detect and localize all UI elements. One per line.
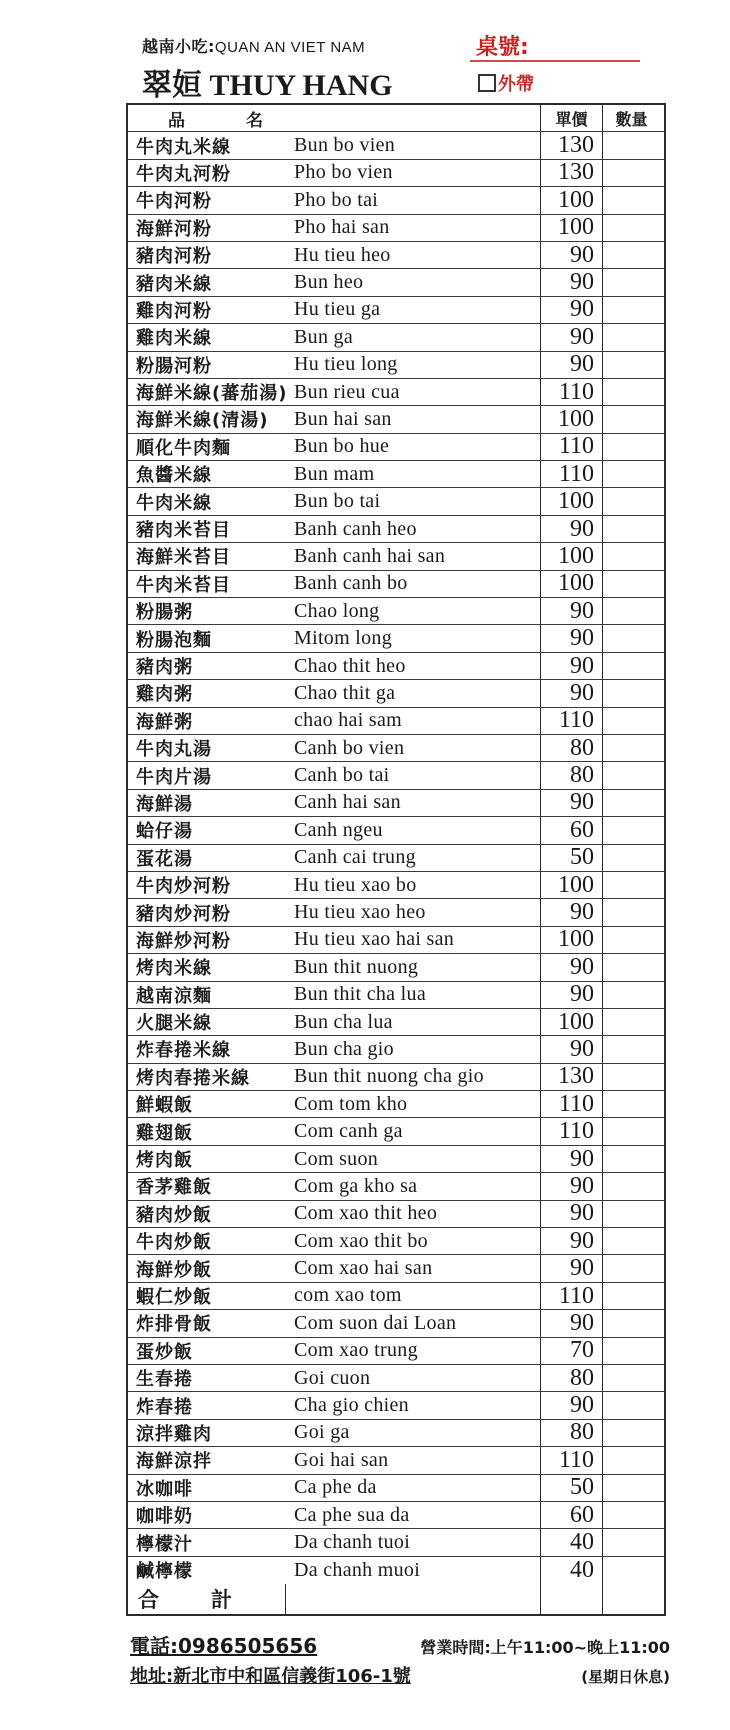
item-name-zh: 越南涼麵 xyxy=(136,985,212,1007)
menu-item-row xyxy=(128,1036,664,1063)
item-name-vn: Banh canh bo xyxy=(294,572,408,595)
item-qty-cell[interactable] xyxy=(602,1036,660,1062)
item-name-zh: 雞肉河粉 xyxy=(136,300,212,322)
item-qty-cell[interactable] xyxy=(602,872,660,898)
item-name-zh: 豬肉米苔目 xyxy=(136,520,231,542)
item-name-zh: 豬肉粥 xyxy=(136,657,193,678)
item-qty-cell[interactable] xyxy=(602,1091,660,1117)
item-price: 110 xyxy=(540,1118,602,1144)
item-name-vn: com xao tom xyxy=(294,1284,402,1307)
item-price: 100 xyxy=(540,872,602,898)
item-qty-cell[interactable] xyxy=(602,352,660,378)
item-qty-cell[interactable] xyxy=(602,488,660,514)
menu-item-row xyxy=(128,297,664,324)
menu-item-row xyxy=(128,461,664,488)
item-name-vn: Chao thit ga xyxy=(294,681,396,704)
item-name-vn: Hu tieu xao hai san xyxy=(294,928,455,951)
item-name-vn: Ca phe da xyxy=(294,1476,377,1499)
item-price: 110 xyxy=(540,461,602,487)
item-name-vn: Com canh ga xyxy=(294,1120,403,1143)
takeout-option[interactable] xyxy=(478,70,534,96)
item-name-zh: 香茅雞飯 xyxy=(136,1177,212,1199)
item-name-zh: 海鮮米苔目 xyxy=(136,547,231,569)
footer-line-2 xyxy=(130,1662,670,1688)
item-name-zh: 豬肉米線 xyxy=(136,273,212,295)
item-qty-cell[interactable] xyxy=(602,434,660,460)
item-name-zh: 生春捲 xyxy=(136,1369,193,1391)
item-price: 100 xyxy=(540,1009,602,1035)
item-qty-cell[interactable] xyxy=(602,1392,660,1418)
item-name-zh: 蛋炒飯 xyxy=(136,1341,193,1363)
item-price: 100 xyxy=(540,406,602,432)
item-name-vn: Goi hai san xyxy=(294,1448,389,1471)
item-name-vn: Bun thit nuong cha gio xyxy=(294,1065,484,1088)
menu-item-row xyxy=(128,1310,664,1337)
item-qty-cell[interactable] xyxy=(602,1146,660,1172)
menu-item-row xyxy=(128,762,664,789)
item-price: 110 xyxy=(540,1447,602,1473)
footer-line-1 xyxy=(130,1630,670,1659)
item-price: 70 xyxy=(540,1338,602,1364)
item-name-vn: Com xao trung xyxy=(294,1339,418,1362)
item-name-zh: 牛肉炒河粉 xyxy=(136,876,231,898)
item-price: 100 xyxy=(540,488,602,514)
item-qty-cell[interactable] xyxy=(602,1009,660,1035)
item-name-zh: 海鮮炒河粉 xyxy=(136,930,231,952)
item-name-zh: 鹹檸檬 xyxy=(136,1561,193,1583)
item-qty-cell[interactable] xyxy=(602,132,660,158)
item-name-zh: 雞肉粥 xyxy=(136,684,193,706)
item-name-zh: 豬肉炒河粉 xyxy=(136,903,231,925)
item-qty-cell[interactable] xyxy=(602,543,660,569)
item-name-zh: 炸春捲 xyxy=(136,1396,193,1418)
total-label: 合計 xyxy=(128,1584,286,1614)
item-qty-cell[interactable] xyxy=(602,1420,660,1446)
menu-item-row xyxy=(128,571,664,598)
brand-zh: 翠姮 xyxy=(142,68,202,103)
item-name-zh: 烤肉飯 xyxy=(136,1150,193,1172)
item-qty-cell[interactable] xyxy=(602,1475,660,1501)
item-price: 80 xyxy=(540,1365,602,1391)
item-price: 90 xyxy=(540,242,602,268)
item-qty-cell[interactable] xyxy=(602,598,660,624)
item-name-vn: Canh ngeu xyxy=(294,818,383,841)
item-qty-cell[interactable] xyxy=(602,160,660,186)
menu-item-row xyxy=(128,1228,664,1255)
item-name-zh: 海鮮米線(清湯) xyxy=(136,410,269,432)
item-price: 60 xyxy=(540,1502,602,1528)
item-name-vn: Canh bo vien xyxy=(294,736,405,759)
table-number-label: 桌號: xyxy=(476,35,529,60)
menu-item-row xyxy=(128,1392,664,1419)
item-name-zh: 烤肉米線 xyxy=(136,958,212,980)
restaurant-name xyxy=(142,60,393,104)
item-name-vn: Hu tieu heo xyxy=(294,243,391,266)
item-price: 60 xyxy=(540,817,602,843)
item-price: 90 xyxy=(540,1310,602,1336)
item-qty-cell[interactable] xyxy=(602,1064,660,1090)
item-qty-cell[interactable] xyxy=(602,899,660,925)
item-price: 90 xyxy=(540,1228,602,1254)
restaurant-subtitle xyxy=(142,34,365,57)
subtitle-en: QUAN AN VIET NAM xyxy=(214,39,366,56)
menu-item-row xyxy=(128,1201,664,1228)
menu-item-row xyxy=(128,708,664,735)
item-price: 90 xyxy=(540,625,602,651)
item-name-zh: 炸春捲米線 xyxy=(136,1040,231,1062)
header-name-1: 品 xyxy=(168,110,186,131)
item-price: 90 xyxy=(540,982,602,1008)
item-name-vn: Bun rieu cua xyxy=(294,380,400,403)
item-name-zh: 順化牛肉麵 xyxy=(136,437,231,459)
menu-item-row xyxy=(128,927,664,954)
item-qty-cell[interactable] xyxy=(602,1201,660,1227)
menu-item-row xyxy=(128,132,664,159)
item-qty-cell[interactable] xyxy=(602,1529,660,1555)
item-price: 100 xyxy=(540,187,602,213)
item-name-vn: Bun bo tai xyxy=(294,490,381,513)
item-name-zh: 冰咖啡 xyxy=(136,1478,193,1500)
item-qty-cell[interactable] xyxy=(602,845,660,871)
item-qty-cell[interactable] xyxy=(602,927,660,953)
item-name-zh: 雞肉米線 xyxy=(136,328,212,350)
closed-day: (星期日休息) xyxy=(581,1668,670,1686)
item-name-zh: 牛肉丸河粉 xyxy=(136,163,231,185)
item-name-zh: 海鮮湯 xyxy=(136,793,193,815)
total-qty-cell[interactable] xyxy=(602,1584,660,1614)
menu-item-row xyxy=(128,790,664,817)
item-price: 90 xyxy=(540,653,602,679)
menu-item-row xyxy=(128,269,664,296)
item-name-vn: Canh hai san xyxy=(294,791,401,814)
item-name-vn: Hu tieu xao bo xyxy=(294,873,417,896)
item-qty-cell[interactable] xyxy=(602,571,660,597)
item-price: 80 xyxy=(540,735,602,761)
item-qty-cell[interactable] xyxy=(602,324,660,350)
item-name-vn: Bun mam xyxy=(294,462,375,485)
item-name-zh: 炸排骨飯 xyxy=(136,1314,212,1336)
item-qty-cell[interactable] xyxy=(602,242,660,268)
item-name-zh: 粉腸河粉 xyxy=(136,355,212,377)
item-qty-cell[interactable] xyxy=(602,954,660,980)
item-name-zh: 豬肉河粉 xyxy=(136,246,212,268)
item-name-zh: 粉腸粥 xyxy=(136,602,193,624)
item-name-zh: 火腿米線 xyxy=(136,1013,212,1035)
item-name-vn: Bun bo hue xyxy=(294,435,390,458)
menu-items xyxy=(128,132,664,1584)
item-qty-cell[interactable] xyxy=(602,1338,660,1364)
item-price: 40 xyxy=(540,1529,602,1555)
item-price: 80 xyxy=(540,762,602,788)
menu-item-row xyxy=(128,1064,664,1091)
item-name-zh: 牛肉片湯 xyxy=(136,766,212,788)
item-name-vn: Bun ga xyxy=(294,325,354,348)
item-name-zh: 豬肉炒飯 xyxy=(136,1204,212,1226)
item-name-vn: Banh canh hai san xyxy=(294,544,446,567)
item-name-vn: Com suon dai Loan xyxy=(294,1311,457,1334)
menu-item-row xyxy=(128,1338,664,1365)
menu-item-row xyxy=(128,1118,664,1145)
item-name-zh: 蛋花湯 xyxy=(136,848,193,870)
menu-item-row xyxy=(128,187,664,214)
item-qty-cell[interactable] xyxy=(602,625,660,651)
item-price: 90 xyxy=(540,269,602,295)
item-qty-cell[interactable] xyxy=(602,790,660,816)
item-name-zh: 海鮮河粉 xyxy=(136,218,212,240)
menu-item-row xyxy=(128,1255,664,1282)
menu-item-row xyxy=(128,872,664,899)
item-name-vn: Pho bo vien xyxy=(294,161,393,184)
takeout-checkbox[interactable] xyxy=(478,74,496,92)
item-price: 100 xyxy=(540,927,602,953)
item-qty-cell[interactable] xyxy=(602,653,660,679)
address: 地址:新北市中和區信義街106-1號 xyxy=(130,1666,411,1687)
menu-item-row xyxy=(128,352,664,379)
item-name-vn: Com xao hai san xyxy=(294,1257,433,1280)
item-qty-cell[interactable] xyxy=(602,379,660,405)
item-qty-cell[interactable] xyxy=(602,817,660,843)
item-price: 90 xyxy=(540,680,602,706)
item-name-zh: 鮮蝦飯 xyxy=(136,1095,193,1117)
item-name-zh: 烤肉春捲米線 xyxy=(136,1067,250,1089)
item-qty-cell[interactable] xyxy=(602,1502,660,1528)
menu-item-row xyxy=(128,1365,664,1392)
menu-item-row xyxy=(128,1420,664,1447)
business-hours: 營業時間:上午11:00~晚上11:00 xyxy=(420,1638,670,1657)
item-name-vn: Banh canh heo xyxy=(294,517,417,540)
item-name-zh: 牛肉丸湯 xyxy=(136,739,212,761)
menu-item-row xyxy=(128,434,664,461)
item-price: 100 xyxy=(540,215,602,241)
item-name-vn: Pho hai san xyxy=(294,216,390,239)
item-name-vn: Com xao thit heo xyxy=(294,1202,438,1225)
item-price: 40 xyxy=(540,1557,602,1584)
item-name-zh: 牛肉米苔目 xyxy=(136,574,231,596)
item-name-zh: 蛤仔湯 xyxy=(136,821,193,843)
header-name-2: 名 xyxy=(246,110,264,131)
subtitle-zh: 越南小吃: xyxy=(142,37,215,56)
item-name-zh: 雞翅飯 xyxy=(136,1122,193,1144)
item-price: 110 xyxy=(540,379,602,405)
menu-item-row xyxy=(128,1009,664,1036)
item-price: 90 xyxy=(540,324,602,350)
item-name-zh: 海鮮米線(蕃茄湯) xyxy=(136,383,288,405)
item-name-vn: chao hai sam xyxy=(294,709,403,732)
menu-item-row xyxy=(128,1557,664,1584)
menu-item-row xyxy=(128,653,664,680)
item-name-vn: Bun thit cha lua xyxy=(294,983,426,1006)
item-name-vn: Bun heo xyxy=(294,271,364,294)
item-price: 110 xyxy=(540,434,602,460)
item-qty-cell[interactable] xyxy=(602,735,660,761)
menu-item-row xyxy=(128,160,664,187)
item-qty-cell[interactable] xyxy=(602,708,660,734)
item-name-zh: 咖啡奶 xyxy=(136,1506,193,1528)
menu-item-row xyxy=(128,845,664,872)
item-name-zh: 海鮮炒飯 xyxy=(136,1259,212,1281)
item-name-vn: Goi cuon xyxy=(294,1366,371,1389)
item-name-zh: 蝦仁炒飯 xyxy=(136,1286,212,1308)
menu-item-row xyxy=(128,543,664,570)
item-name-zh: 魚醬米線 xyxy=(136,465,212,487)
item-price: 90 xyxy=(540,954,602,980)
item-qty-cell[interactable] xyxy=(602,1228,660,1254)
item-price: 130 xyxy=(540,132,602,158)
item-qty-cell[interactable] xyxy=(602,269,660,295)
item-name-vn: Chao thit heo xyxy=(294,654,406,677)
item-price: 50 xyxy=(540,845,602,871)
item-name-vn: Canh bo tai xyxy=(294,764,390,787)
item-price: 110 xyxy=(540,1283,602,1309)
item-name-vn: Hu tieu long xyxy=(294,353,398,376)
item-qty-cell[interactable] xyxy=(602,1173,660,1199)
item-name-vn: Bun thit nuong xyxy=(294,955,419,978)
item-qty-cell[interactable] xyxy=(602,1447,660,1473)
item-qty-cell[interactable] xyxy=(602,516,660,542)
menu-item-row xyxy=(128,899,664,926)
item-price: 130 xyxy=(540,160,602,186)
item-price: 50 xyxy=(540,1475,602,1501)
item-qty-cell[interactable] xyxy=(602,297,660,323)
menu-item-row xyxy=(128,680,664,707)
phone-number: 電話:0986505656 xyxy=(130,1634,318,1658)
table-number-line[interactable] xyxy=(470,60,640,62)
item-name-zh: 涼拌雞肉 xyxy=(136,1423,212,1445)
total-blank xyxy=(286,1584,540,1614)
item-name-zh: 海鮮涼拌 xyxy=(136,1451,212,1473)
item-qty-cell[interactable] xyxy=(602,187,660,213)
item-name-zh: 粉腸泡麵 xyxy=(136,629,212,651)
item-price: 90 xyxy=(540,1173,602,1199)
item-name-vn: Canh cai trung xyxy=(294,846,416,869)
menu-item-row xyxy=(128,598,664,625)
item-name-zh: 牛肉炒飯 xyxy=(136,1232,212,1254)
item-name-vn: Mitom long xyxy=(294,627,393,650)
item-price: 90 xyxy=(540,1036,602,1062)
item-name-vn: Bun bo vien xyxy=(294,134,396,157)
item-name-vn: Hu tieu xao heo xyxy=(294,901,426,924)
table-header-row xyxy=(128,105,664,132)
item-name-zh: 牛肉丸米線 xyxy=(136,136,231,158)
menu-item-row xyxy=(128,242,664,269)
menu-item-row xyxy=(128,1146,664,1173)
item-name-vn: Cha gio chien xyxy=(294,1394,409,1417)
item-name-vn: Chao long xyxy=(294,599,380,622)
item-qty-cell[interactable] xyxy=(602,982,660,1008)
menu-item-row xyxy=(128,982,664,1009)
item-name-vn: Com suon xyxy=(294,1147,379,1170)
menu-item-row xyxy=(128,406,664,433)
item-qty-cell[interactable] xyxy=(602,215,660,241)
menu-item-row xyxy=(128,516,664,543)
item-price: 90 xyxy=(540,516,602,542)
item-name-vn: Da chanh muoi xyxy=(294,1558,421,1581)
item-price: 80 xyxy=(540,1420,602,1446)
item-name-zh: 牛肉河粉 xyxy=(136,191,212,213)
header-qty: 數量 xyxy=(602,105,660,131)
menu-item-row xyxy=(128,1475,664,1502)
item-name-vn: Pho bo tai xyxy=(294,188,379,211)
item-name-vn: Com tom kho xyxy=(294,1092,408,1115)
item-name-zh: 檸檬汁 xyxy=(136,1533,193,1555)
menu-item-row xyxy=(128,1529,664,1556)
menu-item-row xyxy=(128,379,664,406)
item-price: 90 xyxy=(540,899,602,925)
menu-table xyxy=(126,103,666,1616)
item-price: 90 xyxy=(540,297,602,323)
item-qty-cell[interactable] xyxy=(602,680,660,706)
item-qty-cell[interactable] xyxy=(602,1283,660,1309)
item-name-vn: Bun cha lua xyxy=(294,1010,393,1033)
total-row xyxy=(128,1584,664,1614)
item-name-vn: Da chanh tuoi xyxy=(294,1531,411,1553)
menu-item-row xyxy=(128,817,664,844)
item-name-vn: Bun hai san xyxy=(294,407,392,430)
item-price: 100 xyxy=(540,543,602,569)
item-price: 90 xyxy=(540,598,602,624)
menu-item-row xyxy=(128,324,664,351)
item-qty-cell[interactable] xyxy=(602,1118,660,1144)
item-qty-cell[interactable] xyxy=(602,1255,660,1281)
item-qty-cell[interactable] xyxy=(602,1365,660,1391)
menu-item-row xyxy=(128,735,664,762)
menu-item-row xyxy=(128,488,664,515)
menu-item-row xyxy=(128,954,664,981)
total-price-cell[interactable] xyxy=(540,1584,602,1614)
item-name-zh: 牛肉米線 xyxy=(136,492,212,514)
menu-item-row xyxy=(128,215,664,242)
item-price: 110 xyxy=(540,708,602,734)
menu-item-row xyxy=(128,1447,664,1474)
item-name-vn: Goi ga xyxy=(294,1421,350,1444)
menu-item-row xyxy=(128,1173,664,1200)
item-price: 90 xyxy=(540,1201,602,1227)
menu-item-row xyxy=(128,1502,664,1529)
item-price: 90 xyxy=(540,790,602,816)
item-qty-cell[interactable] xyxy=(602,406,660,432)
item-qty-cell[interactable] xyxy=(602,461,660,487)
item-name-vn: Com xao thit bo xyxy=(294,1229,428,1252)
item-price: 90 xyxy=(540,1392,602,1418)
takeout-label: 外帶 xyxy=(498,74,534,95)
item-price: 110 xyxy=(540,1091,602,1117)
item-name-vn: Hu tieu ga xyxy=(294,298,381,321)
menu-item-row xyxy=(128,625,664,652)
item-name-vn: Ca phe sua da xyxy=(294,1503,410,1526)
item-qty-cell[interactable] xyxy=(602,1557,660,1584)
item-price: 90 xyxy=(540,1146,602,1172)
item-price: 90 xyxy=(540,1255,602,1281)
menu-item-row xyxy=(128,1091,664,1118)
header-price: 單價 xyxy=(540,105,602,131)
item-name-vn: Com ga kho sa xyxy=(294,1174,418,1197)
item-price: 100 xyxy=(540,571,602,597)
brand-en: THUY HANG xyxy=(209,69,393,102)
item-name-zh: 海鮮粥 xyxy=(136,711,193,733)
item-name-vn: Bun cha gio xyxy=(294,1037,394,1060)
menu-item-row xyxy=(128,1283,664,1310)
item-price: 90 xyxy=(540,352,602,378)
item-qty-cell[interactable] xyxy=(602,762,660,788)
item-qty-cell[interactable] xyxy=(602,1310,660,1336)
item-price: 130 xyxy=(540,1064,602,1090)
